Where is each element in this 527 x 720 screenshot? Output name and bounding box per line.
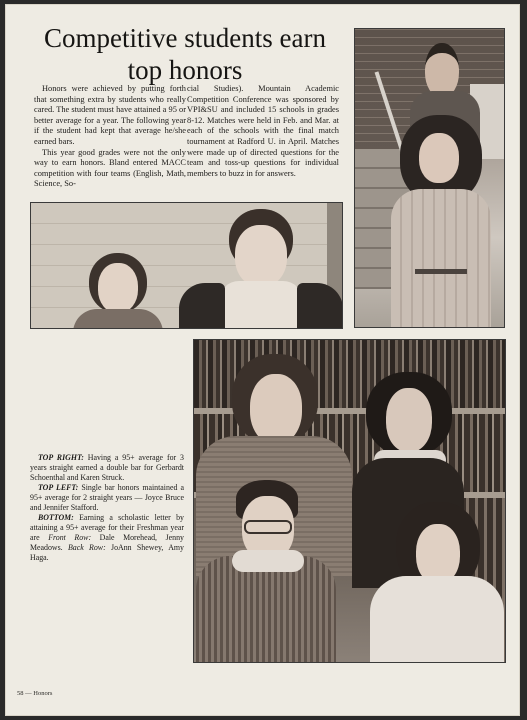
back-left-face xyxy=(250,374,302,444)
person-front-sweater xyxy=(391,189,491,328)
photo-bottom xyxy=(193,339,506,663)
body-column-1 xyxy=(34,84,186,190)
yearbook-page xyxy=(5,4,520,716)
right-girl-jacket-left xyxy=(179,283,225,329)
photo-caption xyxy=(30,453,184,563)
caption-names: JoAnn Shewey, Amy Haga. xyxy=(30,543,184,562)
caption-text: Earning a scholastic letter by attaining a 95+ average for their Freshman year are xyxy=(30,513,184,542)
belt xyxy=(415,269,467,274)
headline: Competitive students earn top honors xyxy=(44,23,326,85)
right-girl-shirt xyxy=(219,281,303,329)
left-girl-body xyxy=(73,309,163,329)
caption-lead: TOP RIGHT: xyxy=(38,453,84,462)
caption-top-right xyxy=(30,453,184,483)
caption-row-label: Front Row: xyxy=(48,533,92,542)
back-right-face xyxy=(386,388,432,452)
caption-lead: TOP LEFT: xyxy=(38,483,79,492)
caption-lead: BOTTOM: xyxy=(38,513,74,522)
caption-names: Dale Morehead, Jenny Meadows. xyxy=(30,533,184,552)
front-right-face xyxy=(416,524,460,584)
front-right-sweater xyxy=(370,576,504,662)
caption-top-left xyxy=(30,483,184,513)
body-paragraph: cial Studies). Mountain Academic Competition Conference was sponsored by VPI&SU and included 15 schools in grades 8-12. Matches were held in Feb. and Mar. at each of the schools with the final match tournament at Radford U. in April. Matches were made up of directed questions for the team and toss-up questions for individual members to buzz in for answers. xyxy=(187,84,339,178)
photo-top-right xyxy=(354,28,505,328)
caption-text: Having a 95+ average for 3 years straight earned a double bar for Gerbardt Schoenthal and Karen Struck. xyxy=(30,453,184,482)
right-girl-face xyxy=(235,225,287,287)
photo-top-left xyxy=(30,202,343,329)
body-paragraph: This year good grades were not the only way to earn honors. Bland entered MACC competition with four teams (English, Math, Science, So- xyxy=(34,147,186,189)
body-column-2 xyxy=(187,84,339,179)
front-left-glasses xyxy=(244,520,292,534)
front-left-collar xyxy=(232,550,304,572)
caption-text: Single bar honors maintained a 95+ average for 2 straight years — Joyce Bruce and Jennifer Stafford. xyxy=(30,483,184,512)
caption-bottom xyxy=(30,513,184,563)
caption-row-label: Back Row: xyxy=(67,543,106,552)
person-front-face xyxy=(419,133,459,183)
person-back-head xyxy=(425,43,459,97)
left-girl-face xyxy=(98,263,138,313)
page-folio: 58 — Honors xyxy=(17,690,53,697)
body-paragraph: Honors were achieved by putting forth that something extra by students who really cared. The student must have attained a 95 or better average for a year. The following year if the student had kept that average he/she earned bars. xyxy=(34,84,186,146)
